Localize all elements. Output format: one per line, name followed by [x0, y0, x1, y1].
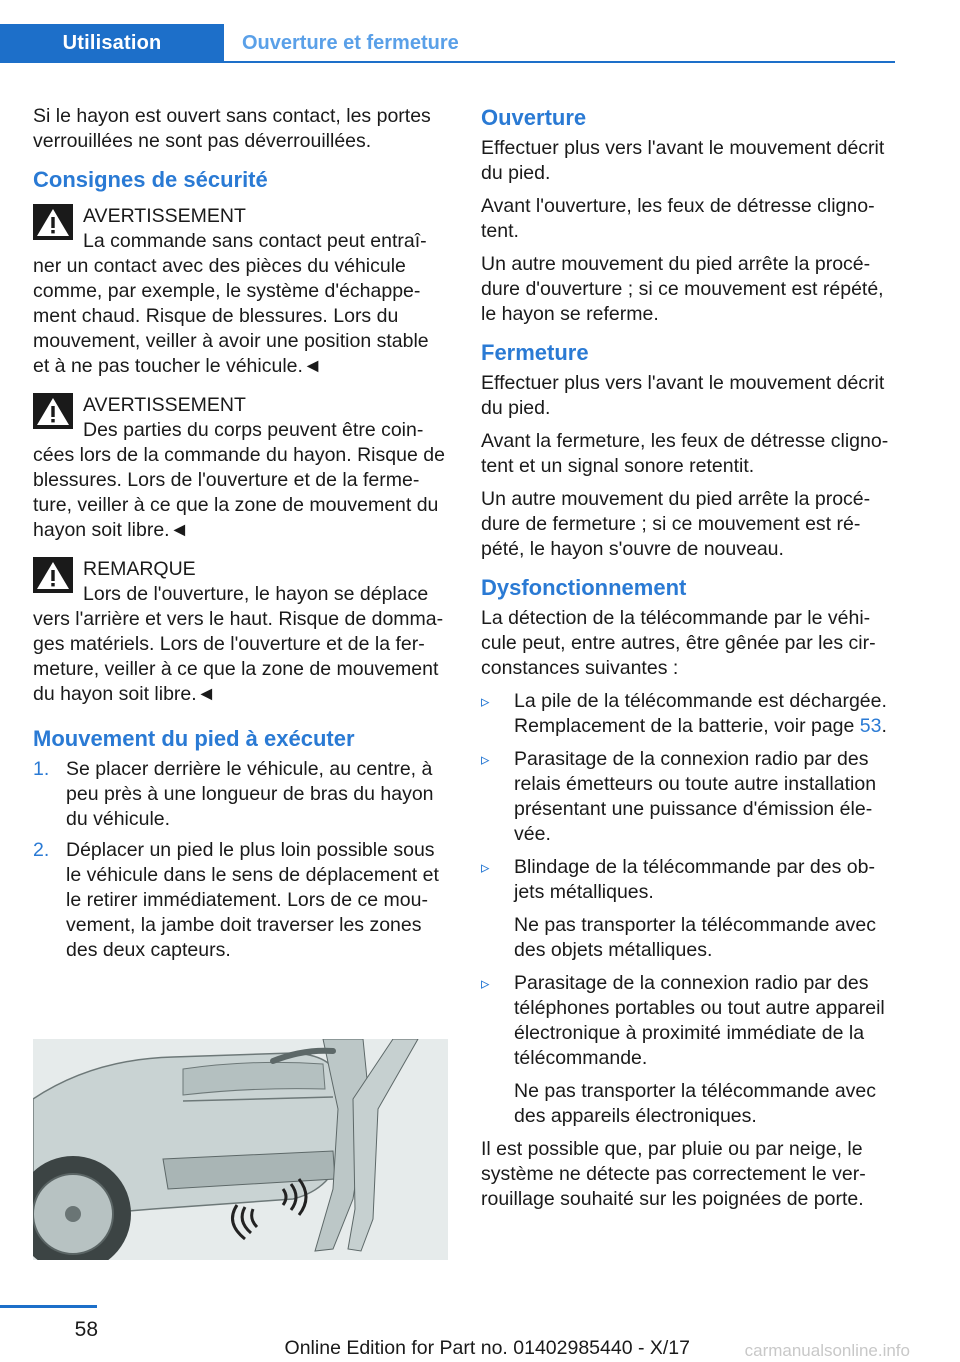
list-item-text: Parasitage de la connexion radio par des téléphones portables ou tout autre appareil électronique à proximité immédiate de la télécommande.	[514, 972, 885, 1069]
triangle-bullet-icon: ▹	[481, 974, 490, 993]
section-tab-utilisation[interactable]: Utilisation	[0, 24, 224, 62]
header-rule	[0, 61, 895, 63]
closing-para: Un autre mouvement du pied arrête la procédure de fermeture ; si ce mouvement est répété, le hayon s'ouvre de nouveau.	[481, 488, 871, 560]
malfunction-intro: La détection de la télécommande par le véhicule peut, entre autres, être gênée par les circonstances suivantes :	[481, 607, 876, 679]
triangle-bullet-icon: ▹	[481, 750, 490, 769]
step-item	[33, 838, 448, 963]
opening-para: Un autre mouvement du pied arrête la procédure d'ouverture ; si ce mouvement est répété, le hayon se referme.	[481, 253, 884, 325]
notice-block	[33, 557, 448, 707]
left-column	[33, 104, 448, 969]
notice-text: Lors de l'ouverture, le hayon se déplace vers l'arrière et vers le haut. Risque de dommages matériels. Lors de l'ouverture et de la fermeture, veiller à ce que la zone de mouvement du hayon soit libre.◄	[33, 583, 444, 705]
warning-text: La commande sans contact peut entraîner un contact avec des pièces du véhicule comme, par exemple, le système d'échappement chaud. Risque de blessures. Lors du mouvement, veiller à avoir une position stable et à ne pas toucher le véhicule.◄	[33, 230, 429, 377]
warning-text: Des parties du corps peuvent être coincées lors de la commande du hayon. Risque de blessures. Lors de l'ouverture et de la fermeture, veiller à ce que la zone de mouvement du hayon soit libre.◄	[33, 419, 445, 541]
malfunction-list	[481, 689, 895, 905]
list-item-text: La pile de la télécommande est déchargée. Remplacement de la batterie, voir page	[514, 690, 887, 737]
intro-paragraph: Si le hayon est ouvert sans contact, les portes verrouillées ne sont pas déverrouillées.	[33, 105, 431, 152]
footer-rule	[0, 1305, 97, 1308]
step-text: Déplacer un pied le plus loin possible sous le véhicule dans le sens de déplacement et le retirer immédiatement. Lors de ce mouvement, la jambe doit traverser les zones des deux capteurs.	[66, 839, 439, 961]
warning-triangle-icon	[33, 204, 73, 240]
list-item-text: Blindage de la télécommande par des objets métalliques.	[514, 856, 875, 903]
warning-label: AVERTISSEMENT	[83, 205, 246, 227]
section-tab-ouverture[interactable]: Ouverture et fermeture	[242, 31, 459, 54]
opening-para: Effectuer plus vers l'avant le mouvement décrit du pied.	[481, 137, 885, 184]
tailgate-illustration	[33, 1039, 448, 1260]
movement-steps	[33, 757, 448, 963]
right-column	[481, 104, 895, 1220]
warning-triangle-icon	[33, 557, 73, 593]
car-foot-sensor-image	[33, 1039, 448, 1260]
list-item-period: .	[881, 715, 887, 737]
safety-heading: Consignes de sécurité	[33, 167, 268, 192]
page-link-53[interactable]: 53	[859, 715, 882, 737]
list-item	[481, 971, 895, 1071]
warning-block-2	[33, 393, 448, 543]
notice-label: REMARQUE	[83, 558, 196, 580]
step-number: 2.	[33, 839, 50, 861]
step-text: Se placer derrière le véhicule, au centre, à peu près à une longueur de bras du hayon du véhicule.	[66, 758, 434, 830]
watermark-text: carmanualsonline.info	[744, 1341, 910, 1360]
list-item	[481, 747, 895, 847]
list-item	[481, 855, 895, 905]
list-item-text: Parasitage de la connexion radio par des relais émetteurs ou toute autre installation présentant une puissance d'émission élevée.	[514, 748, 877, 845]
triangle-bullet-icon: ▹	[481, 858, 490, 877]
closing-para: Avant la fermeture, les feux de détresse clignotent et un signal sonore retentit.	[481, 430, 889, 477]
malfunction-list-cont	[481, 971, 895, 1071]
list-item-subtext: Ne pas transporter la télécommande avec des objets métalliques.	[514, 914, 877, 961]
opening-heading: Ouverture	[481, 105, 587, 130]
warning-label: AVERTISSEMENT	[83, 394, 246, 416]
warning-block-1	[33, 204, 448, 379]
list-item-subtext: Ne pas transporter la télécommande avec des appareils électroniques.	[514, 1080, 877, 1127]
page-number: 58	[74, 1318, 98, 1341]
page-header	[0, 24, 895, 62]
opening-para: Avant l'ouverture, les feux de détresse clignotent.	[481, 195, 875, 242]
step-item	[33, 757, 448, 832]
list-item	[481, 689, 895, 739]
movement-heading: Mouvement du pied à exécuter	[33, 726, 355, 751]
step-number: 1.	[33, 758, 50, 780]
edition-text: Online Edition for Part no. 01402985440 - X/17	[284, 1337, 690, 1359]
closing-heading: Fermeture	[481, 340, 589, 365]
triangle-bullet-icon: ▹	[481, 692, 490, 711]
warning-triangle-icon	[33, 393, 73, 429]
closing-para: Effectuer plus vers l'avant le mouvement décrit du pied.	[481, 372, 885, 419]
closing-note: Il est possible que, par pluie ou par neige, le système ne détecte pas correctement le verrouillage souhaité sur les poignées de porte.	[481, 1138, 866, 1210]
malfunction-heading: Dysfonctionnement	[481, 575, 687, 600]
